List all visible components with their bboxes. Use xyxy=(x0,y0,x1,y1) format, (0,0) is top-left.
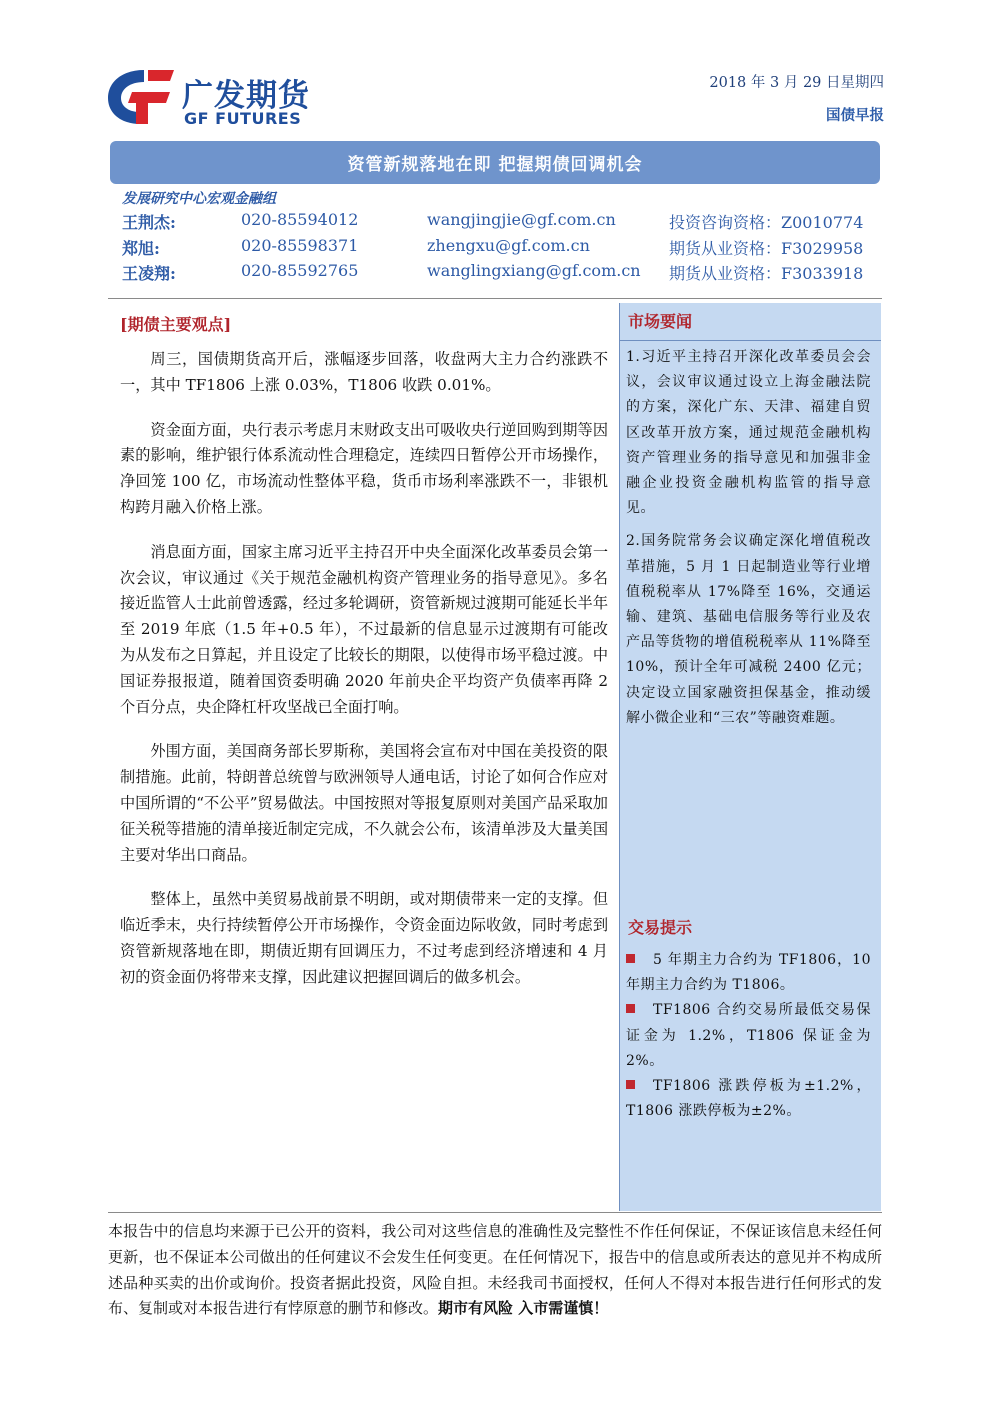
tip-item: TF1806 涨跌停板为±1.2%，T1806 涨跌停板为±2%。 xyxy=(626,1078,871,1120)
main-paragraph: 消息面方面，国家主席习近平主持召开中央全面深化改革委员会第一次会议，审议通过《关于规范金融机构资产管理业务的指导意见》。多名接近监管人士此前曾透露，经过多轮调研，资管新规过渡期可能延长半年至 2019 年底（1.5 年+0.5 年），不过最新的信息显示过渡期有可能改为从发布之日算起，并且设定了比较长的期限，以使得市场平稳过渡。中国证券报报道，随着国资委明确 2020 年前央企平均资产负债率再降 2 个百分点，央企降杠杆攻坚战已全面打响。 xyxy=(120,542,608,716)
analyst-qualification: 期货从业资格：F3033918 xyxy=(669,264,864,283)
sidebar xyxy=(619,303,881,1211)
divider-top xyxy=(108,298,882,299)
company-logo xyxy=(104,66,364,130)
risk-warning: 期市有风险 入市需谨慎！ xyxy=(438,1299,609,1318)
analyst-email[interactable]: zhengxu@gf.com.cn xyxy=(427,236,590,255)
gf-logo-icon xyxy=(104,66,178,128)
analyst-phone: 020-85592765 xyxy=(241,261,359,280)
main-paragraph: 资金面方面，央行表示考虑月末财政支出可吸收央行逆回购到期等因素的影响，维护银行体系流动性合理稳定，连续四日暂停公开市场操作，净回笼 100 亿，市场流动性整体平稳，货币市场利率涨跌不一，非银机构跨月融入价格上涨。 xyxy=(120,420,608,516)
news-item: 1.习近平主持召开深化改革委员会会议，会议审议通过设立上海金融法院的方案，深化广东、天津、福建自贸区改革开放方案，通过规范金融机构资产管理业务的指导意见和加强非金融企业投资金融机构监管的指导意见。 xyxy=(626,349,871,517)
tip-item: 5 年期主力合约为 TF1806，10 年期主力合约为 T1806。 xyxy=(626,952,871,994)
news-item: 2.国务院常务会议确定深化增值税改革措施，5 月 1 日起制造业等行业增值税税率从 17%降至 16%，交通运输、建筑、基础电信服务等行业及农产品等货物的增值税税率从 11%降至 10%，预计全年可减税 2400 亿元；决定设立国家融资担保基金，推动缓解小微企业和“三农”等融资难题。 xyxy=(626,533,871,726)
analyst-phone: 020-85594012 xyxy=(241,210,359,229)
tips-section-title: 交易提示 xyxy=(628,918,693,937)
analyst-email[interactable]: wanglingxiang@gf.com.cn xyxy=(427,261,641,280)
divider-bottom xyxy=(108,1212,882,1213)
disclaimer-text: 本报告中的信息均来源于已公开的资料，我公司对这些信息的准确性及完整性不作任何保证，不保证该信息未经任何更新，也不保证本公司做出的任何建议不会发生任何变更。在任何情况下，报告中的信息或所表达的意见并不构成所述品种买卖的出价或询价。投资者据此投资，风险自担。未经我司书面授权，任何人不得对本报告进行任何形式的发布、复制或对本报告进行有悖原意的删节和修改。 xyxy=(108,1222,882,1318)
report-date: 2018 年 3 月 29 日星期四 xyxy=(709,75,884,91)
report-type: 国债早报 xyxy=(826,107,884,124)
main-section-title: [期债主要观点] xyxy=(120,315,232,334)
main-paragraph: 整体上，虽然中美贸易战前景不明朗，或对期债带来一定的支撑。但临近季末，央行持续暂停公开市场操作，令资金面边际收敛，同时考虑到资管新规落地在即，期债近期有回调压力，不过考虑到经济增速和 4 月初的资金面仍将带来支撑，因此建议把握回调后的做多机会。 xyxy=(120,890,608,986)
logo-name-cn: 广发期货 xyxy=(182,78,310,114)
analyst-name: 王凌翔: xyxy=(122,264,176,283)
analyst-name: 郑旭: xyxy=(122,239,160,258)
disclaimer xyxy=(108,1219,882,1322)
main-paragraph: 周三，国债期货高开后，涨幅逐步回落，收盘两大主力合约涨跌不一，其中 TF1806 上涨 0.03%，T1806 收跌 0.01%。 xyxy=(120,350,608,394)
analyst-email[interactable]: wangjingjie@gf.com.cn xyxy=(427,210,616,229)
tip-item: TF1806 合约交易所最低交易保证金为 1.2%，T1806 保证金为 2%。 xyxy=(626,1002,871,1069)
analyst-name: 王荆杰: xyxy=(122,213,176,232)
analyst-row xyxy=(122,210,882,234)
news-section-title: 市场要闻 xyxy=(628,312,693,331)
research-team: 发展研究中心宏观金融组 xyxy=(122,191,276,207)
main-column xyxy=(120,312,608,1010)
main-paragraph: 外围方面，美国商务部长罗斯称，美国将会宣布对中国在美投资的限制措施。此前，特朗普总统曾与欧洲领导人通电话，讨论了如何合作应对中国所谓的“不公平”贸易做法。中国按照对等报复原则对美国产品采取加征关税等措施的清单接近制定完成，不久就会公布，该清单涉及大量美国主要对华出口商品。 xyxy=(120,742,608,864)
red-square-bullet-icon xyxy=(626,954,635,963)
analyst-qualification: 投资咨询资格：Z0010774 xyxy=(669,213,864,232)
red-square-bullet-icon xyxy=(626,1004,635,1013)
analyst-row xyxy=(122,261,882,285)
report-title: 资管新规落地在即 把握期债回调机会 xyxy=(347,155,643,175)
title-band xyxy=(110,141,880,184)
red-square-bullet-icon xyxy=(626,1080,635,1089)
logo-name-en: GF FUTURES xyxy=(184,109,302,128)
analyst-phone: 020-85598371 xyxy=(241,236,359,255)
analyst-row xyxy=(122,236,882,260)
analyst-qualification: 期货从业资格：F3029958 xyxy=(669,239,864,258)
